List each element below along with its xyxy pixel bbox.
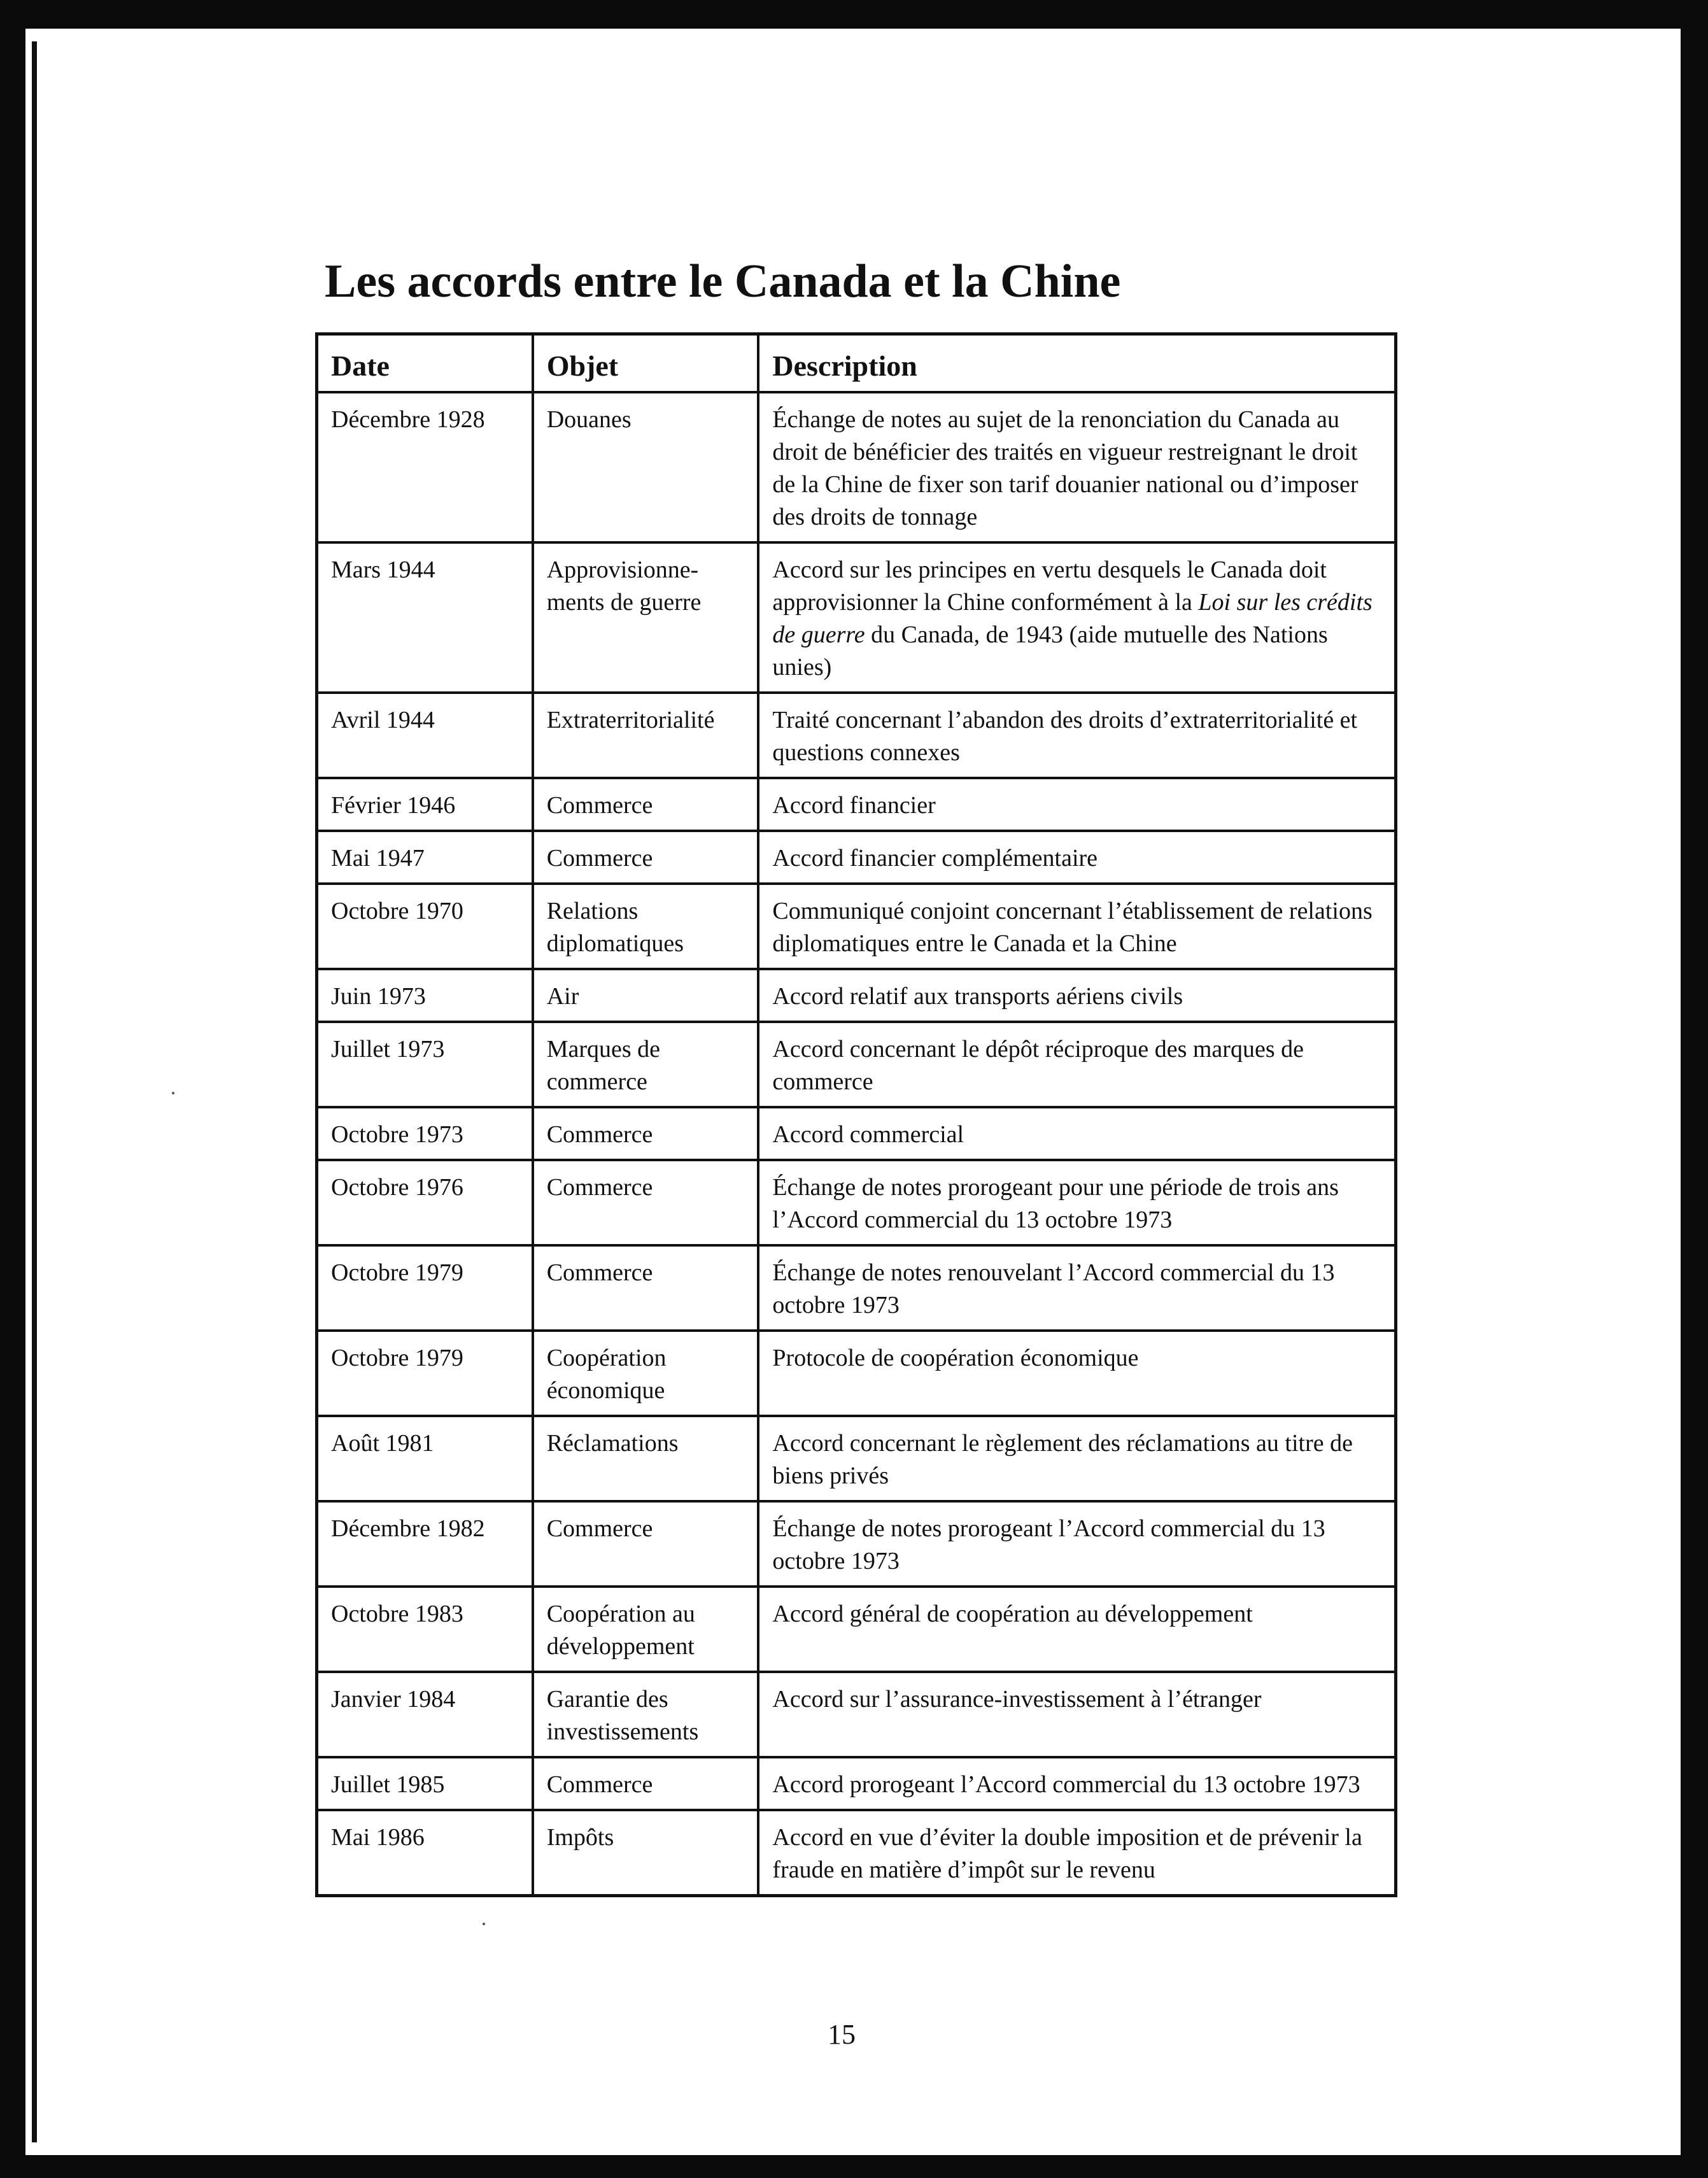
cell-description: Accord en vue d’éviter la double imposition et de prévenir la fraude en matière d’impôt sur le revenu: [758, 1810, 1395, 1896]
cell-description: Échange de notes prorogeant pour une période de trois ans l’Accord commercial du 13 octobre 1973: [758, 1160, 1395, 1245]
table-row: [317, 1022, 1396, 1107]
table-row: [317, 1245, 1396, 1331]
cell-date: Avril 1944: [317, 693, 533, 778]
cell-date: Octobre 1983: [317, 1587, 533, 1672]
cell-description: Accord commercial: [758, 1107, 1395, 1160]
cell-objet: Commerce: [533, 1160, 759, 1245]
cell-description: Accord concernant le dépôt réciproque des marques de commerce: [758, 1022, 1395, 1107]
cell-objet: Approvisionne-ments de guerre: [533, 542, 759, 693]
cell-objet: Commerce: [533, 831, 759, 884]
cell-description: Accord financier: [758, 778, 1395, 831]
cell-objet: Extraterritorialité: [533, 693, 759, 778]
table-row: [317, 693, 1396, 778]
cell-date: Octobre 1970: [317, 884, 533, 969]
cell-date: Juillet 1973: [317, 1022, 533, 1107]
cell-description: Accord concernant le règlement des réclamations au titre de biens privés: [758, 1416, 1395, 1501]
table-row: [317, 778, 1396, 831]
cell-objet: Commerce: [533, 1245, 759, 1331]
scan-speck: [483, 1923, 485, 1925]
description-text: Accord sur les principes en vertu desquels le Canada doit approvisionner la Chine conformément à la: [772, 556, 1327, 616]
table-row: [317, 542, 1396, 693]
cell-description: Accord sur l’assurance-investissement à l’étranger: [758, 1672, 1395, 1757]
scan-speck: [172, 1092, 174, 1094]
cell-description: Échange de notes au sujet de la renonciation du Canada au droit de bénéficier des traités en vigueur restreignant le droit de la Chine de fixer son tarif douanier national ou d’imposer des droits de tonnage: [758, 392, 1395, 542]
cell-objet: Impôts: [533, 1810, 759, 1896]
cell-objet: Air: [533, 969, 759, 1022]
cell-date: Octobre 1979: [317, 1331, 533, 1416]
law-title: Loi sur les crédits de guerre: [772, 589, 1373, 648]
cell-date: Octobre 1976: [317, 1160, 533, 1245]
column-header-objet: Objet: [533, 334, 759, 393]
cell-description: Accord financier complémentaire: [758, 831, 1395, 884]
table-row: [317, 1672, 1396, 1757]
table-row: [317, 1160, 1396, 1245]
cell-objet: Coopération économique: [533, 1331, 759, 1416]
cell-objet: Commerce: [533, 1501, 759, 1587]
cell-objet: Commerce: [533, 1107, 759, 1160]
cell-objet: Marques de commerce: [533, 1022, 759, 1107]
cell-date: Février 1946: [317, 778, 533, 831]
cell-description: Accord général de coopération au développement: [758, 1587, 1395, 1672]
column-header-description: Description: [758, 334, 1395, 393]
cell-date: Mars 1944: [317, 542, 533, 693]
page-number: 15: [828, 2019, 856, 2050]
table-row: [317, 1331, 1396, 1416]
cell-date: Juin 1973: [317, 969, 533, 1022]
cell-description: Accord prorogeant l’Accord commercial du 13 octobre 1973: [758, 1757, 1395, 1810]
table-row: [317, 1501, 1396, 1587]
table-row: [317, 1810, 1396, 1896]
table-row: [317, 1587, 1396, 1672]
table-row: [317, 1757, 1396, 1810]
cell-description: Protocole de coopération économique: [758, 1331, 1395, 1416]
table-row: [317, 884, 1396, 969]
cell-objet: Commerce: [533, 778, 759, 831]
cell-date: Mai 1986: [317, 1810, 533, 1896]
table-row: [317, 969, 1396, 1022]
column-header-date: Date: [317, 334, 533, 393]
cell-description: Communiqué conjoint concernant l’établissement de relations diplomatiques entre le Canada et la Chine: [758, 884, 1395, 969]
cell-objet: Garantie des investissements: [533, 1672, 759, 1757]
cell-description: [758, 542, 1395, 693]
scan-edge-rule: [32, 41, 37, 2142]
cell-description: Accord relatif aux transports aériens civils: [758, 969, 1395, 1022]
cell-description: Échange de notes prorogeant l’Accord commercial du 13 octobre 1973: [758, 1501, 1395, 1587]
table-row: [317, 831, 1396, 884]
cell-objet: Coopération au développement: [533, 1587, 759, 1672]
cell-description: Traité concernant l’abandon des droits d’extraterritorialité et questions connexes: [758, 693, 1395, 778]
agreements-table: [315, 332, 1397, 1897]
cell-date: Décembre 1982: [317, 1501, 533, 1587]
cell-date: Mai 1947: [317, 831, 533, 884]
cell-objet: Commerce: [533, 1757, 759, 1810]
table-row: [317, 1416, 1396, 1501]
cell-date: Juillet 1985: [317, 1757, 533, 1810]
cell-date: Janvier 1984: [317, 1672, 533, 1757]
cell-date: Octobre 1973: [317, 1107, 533, 1160]
cell-description: Échange de notes renouvelant l’Accord commercial du 13 octobre 1973: [758, 1245, 1395, 1331]
page-title: Les accords entre le Canada et la Chine: [325, 255, 1121, 308]
cell-date: Décembre 1928: [317, 392, 533, 542]
document-page: [25, 29, 1681, 2155]
table-header-row: [317, 334, 1396, 393]
table-row: [317, 392, 1396, 542]
cell-objet: Relations diplomatiques: [533, 884, 759, 969]
cell-objet: Douanes: [533, 392, 759, 542]
cell-objet: Réclamations: [533, 1416, 759, 1501]
description-text: du Canada, de 1943 (aide mutuelle des Nations unies): [772, 621, 1328, 681]
table-row: [317, 1107, 1396, 1160]
cell-date: Octobre 1979: [317, 1245, 533, 1331]
cell-date: Août 1981: [317, 1416, 533, 1501]
